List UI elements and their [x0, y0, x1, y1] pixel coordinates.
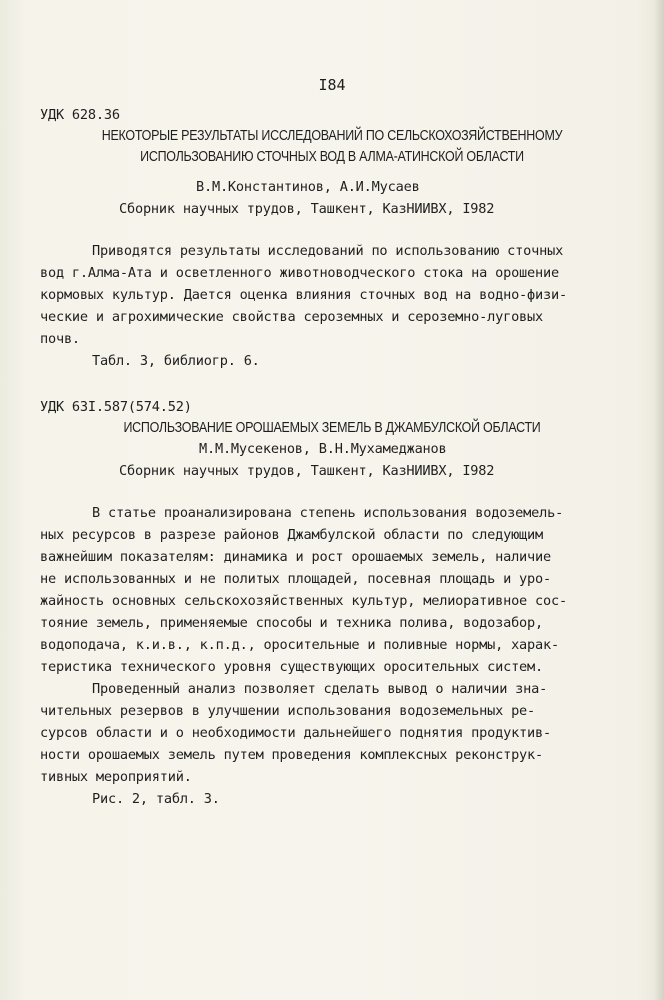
article-2-body-line-1: В статье проанализирована степень использования водоземель- — [92, 505, 564, 521]
article-1-body-line-5: почв. — [40, 331, 80, 347]
article-2-source: Сборник научных трудов, Ташкент, КазНИИВХ, I982 — [119, 463, 495, 479]
article-1-title-line-2: ИСПОЛЬЗОВАНИЮ СТОЧНЫХ ВОД В АЛМА-АТИНСКОЙ ОБЛАСТИ — [140, 149, 524, 165]
article-2-body-line-13: тивных мероприятий. — [40, 769, 192, 785]
article-2-title-line-1: ИСПОЛЬЗОВАНИЕ ОРОШАЕМЫХ ЗЕМЕЛЬ В ДЖАМБУЛСКОЙ ОБЛАСТИ — [123, 420, 541, 436]
article-2-body-line-8: теристика технического уровня существующих оросительных систем. — [40, 659, 544, 675]
article-1-source: Сборник научных трудов, Ташкент, КазНИИВХ, I982 — [119, 201, 495, 217]
article-2-body-line-9: Проведенный анализ позволяет сделать вывод о наличии зна- — [92, 681, 548, 697]
article-1-body-line-3: кормовых культур. Дается оценка влияния сточных вод на водно-физи- — [40, 287, 567, 303]
page-number: I84 — [318, 76, 346, 94]
article-2-body-line-7: водоподача, к.и.в., к.п.д., оросительные и поливные нормы, харак- — [40, 637, 559, 653]
article-2-udk: УДК 63I.587(574.52) — [40, 399, 192, 415]
article-1-body-line-4: ческие и агрохимические свойства сероземных и сероземно-луговых — [40, 309, 544, 325]
article-2-body-line-3: важнейшим показателям: динамика и рост орошаемых земель, наличие — [40, 549, 551, 565]
article-1-body-line-1: Приводятся результаты исследований по использованию сточных — [92, 243, 564, 259]
article-2-authors: М.М.Мусекенов, В.Н.Мухамеджанов — [199, 441, 447, 457]
article-1-title-line-1: НЕКОТОРЫЕ РЕЗУЛЬТАТЫ ИССЛЕДОВАНИЙ ПО СЕЛЬСКОХОЗЯЙСТВЕННОМУ — [101, 128, 563, 144]
article-2-refs: Рис. 2, табл. 3. — [92, 791, 220, 807]
article-1-udk: УДК 628.36 — [40, 107, 120, 123]
article-2-body-line-12: ности орошаемых земель путем проведения комплексных реконструк- — [40, 747, 544, 763]
article-2-body-line-11: сурсов области и о необходимости дальнейшего поднятия продуктив- — [40, 725, 551, 741]
article-2-body-line-4: не использованных и не политых площадей, посевная площадь и уро- — [40, 571, 551, 587]
article-1-body-line-2: вод г.Алма-Ата и осветленного животноводческого стока на орошение — [40, 265, 559, 281]
article-2-body-line-5: жайность основных сельскохозяйственных культур, мелиоративное сос- — [40, 593, 567, 609]
article-1-authors: В.М.Константинов, А.И.Мусаев — [196, 179, 420, 195]
article-2-body-line-6: тояние земель, применяемые способы и техника полива, водозабор, — [40, 615, 544, 631]
article-2-body-line-10: чительных резервов в улучшении использования водоземельных ре- — [40, 703, 536, 719]
article-2-body-line-2: ных ресурсов в разрезе районов Джамбулской области по следующим — [40, 527, 544, 543]
article-1-refs: Табл. 3, библиогр. 6. — [92, 353, 260, 369]
page-edge-shadow — [654, 0, 664, 1000]
